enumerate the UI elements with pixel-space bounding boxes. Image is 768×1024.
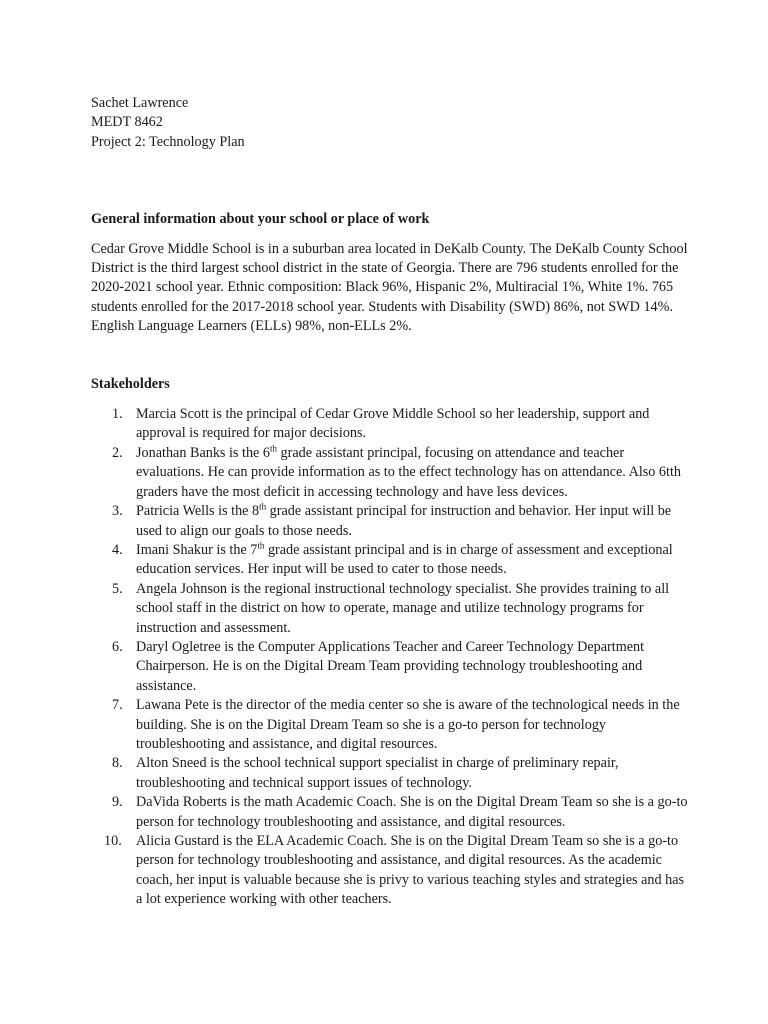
- list-item-number: 9.: [112, 794, 123, 811]
- list-item: [91, 502, 689, 541]
- list-item: [91, 832, 689, 910]
- general-info-heading: General information about your school or place of work: [91, 211, 430, 228]
- list-item: [91, 696, 689, 754]
- list-item-number: 7.: [112, 697, 123, 714]
- list-item-text-start: Jonathan Banks is the 6: [136, 444, 270, 461]
- list-item-number: 2.: [112, 444, 123, 461]
- list-item-number: 3.: [112, 503, 123, 520]
- list-item-text: Alicia Gustard is the ELA Academic Coach. She is on the Digital Dream Team so she is a go-to person for technology troubleshooting and assistance, and digital resources. As the academic coach, her input is valuable because she is privy to various teaching styles and strategies and has a lot experience working with other teachers.: [136, 833, 685, 908]
- list-item-number: 1.: [112, 406, 123, 423]
- list-item-number: 10.: [104, 833, 122, 849]
- ordinal-suffix: th: [259, 501, 267, 512]
- list-item-text-end: grade assistant principal for instruction and behavior. Her input will be used to align our goals to those needs.: [136, 503, 672, 539]
- project-title: Project 2: Technology Plan: [91, 133, 245, 150]
- list-item-text-end: grade assistant principal and is in charge of assessment and exceptional education services. Her input will be used to cater to those needs.: [136, 541, 673, 578]
- list-item-number: 4.: [112, 541, 123, 558]
- stakeholder-list: [91, 405, 689, 910]
- list-item-text-end: grade assistant principal, focusing on attendance and teacher evaluations. He can provide information as to the effect technology has on attendance. Also 6tth graders have the most deficit in accessing technology and have less devices.: [136, 444, 682, 500]
- list-item-text-start: Imani Shakur is the 7: [136, 541, 258, 558]
- author-name: Sachet Lawrence: [91, 95, 189, 111]
- list-item-text: Angela Johnson is the regional instructional technology specialist. She provides training to all school staff in the district on how to operate, manage and utilize technology programs for instruction and assessment.: [136, 580, 670, 636]
- list-item-number: 5.: [112, 580, 123, 597]
- list-item: [91, 754, 689, 793]
- list-item-text: Lawana Pete is the director of the media center so she is aware of the technological needs in the building. She is on the Digital Dream Team so she is a go-to person for technology troubleshooting and assistance, and digital resources.: [136, 697, 680, 752]
- list-item: [91, 444, 689, 502]
- list-item: [91, 580, 689, 638]
- stakeholders-heading: Stakeholders: [91, 375, 170, 392]
- list-item-text: Marcia Scott is the principal of Cedar Grove Middle School so her leadership, support and approval is required for major decisions.: [136, 406, 650, 442]
- list-item-text: DaVida Roberts is the math Academic Coach. She is on the Digital Dream Team so she is a go-to person for technology troubleshooting and assistance, and digital resources.: [136, 794, 688, 830]
- list-item: [91, 638, 689, 696]
- list-item: [91, 541, 689, 580]
- list-item-text-start: Patricia Wells is the 8: [136, 503, 260, 520]
- document-page: [91, 94, 689, 910]
- ordinal-suffix: th: [257, 540, 265, 551]
- list-item: [91, 793, 689, 832]
- list-item-number: 6.: [112, 638, 123, 655]
- list-item-text: Daryl Ogletree is the Computer Applications Teacher and Career Technology Department Chairperson. He is on the Digital Dream Team providing technology troubleshooting and assistance.: [136, 638, 645, 694]
- ordinal-suffix: th: [269, 443, 277, 454]
- general-info-paragraph: Cedar Grove Middle School is in a suburban area located in DeKalb County. The DeKalb County School District is the third largest school district in the state of Georgia. There are 796 students enrolled for the 2020-2021 school year. Ethnic composition: Black 96%, Hispanic 2%, Multiracial 1%, White 1%. 765 students enrolled for the 2017-2018 school year. Students with Disability (SWD) 86%, not SWD 14%. English Language Learners (ELLs) 98%, non-ELLs 2%.: [91, 240, 688, 335]
- course-code: MEDT 8462: [91, 114, 163, 131]
- list-item-number: 8.: [112, 755, 123, 772]
- list-item-text: Alton Sneed is the school technical support specialist in charge of preliminary repair, troubleshooting and technical support issues of technology.: [136, 755, 619, 791]
- list-item: [91, 405, 689, 444]
